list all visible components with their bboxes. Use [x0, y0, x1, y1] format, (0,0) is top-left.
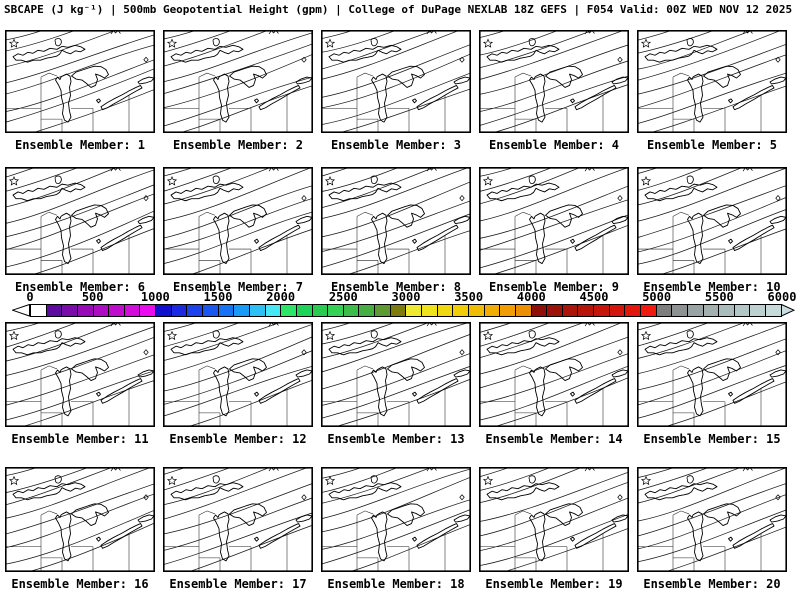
ensemble-member-label: Ensemble Member: 3: [330, 138, 462, 152]
colorbar-right-arrow-icon: [781, 304, 795, 317]
colorbar-cell: [672, 305, 688, 316]
colorbar-cell: [172, 305, 188, 316]
ensemble-member-label: Ensemble Member: 18: [327, 577, 465, 591]
panel-row-1: [5, 30, 787, 152]
colorbar-cell: [250, 305, 266, 316]
state-borders: [479, 73, 603, 133]
ensemble-panel: [5, 167, 155, 294]
ensemble-map: [321, 322, 471, 427]
lake-nipigon-outline: [687, 176, 693, 184]
ensemble-map: [479, 467, 629, 572]
location-star-icon: [642, 477, 650, 485]
location-star-icon: [484, 39, 492, 47]
lake-nipigon-outline: [371, 331, 377, 338]
height-contours: [5, 322, 155, 427]
height-contours: [479, 30, 629, 133]
height-contours: [479, 322, 629, 427]
ensemble-member-label: Ensemble Member: 4: [488, 138, 620, 152]
ensemble-map: [5, 322, 155, 427]
ensemble-member-label: Ensemble Member: 19: [485, 577, 623, 591]
great-lakes-outline: [645, 45, 786, 122]
height-contours: [321, 30, 471, 133]
colorbar-cell: [500, 305, 516, 316]
lake-nipigon-outline: [371, 39, 377, 46]
colorbar-cell: [657, 305, 673, 316]
colorbar-cell: [94, 305, 110, 316]
state-borders: [479, 212, 603, 275]
panel-border: [6, 323, 154, 426]
colorbar-cell: [187, 305, 203, 316]
ensemble-panel: [637, 167, 787, 294]
colorbar-cell: [704, 305, 720, 316]
panel-border: [6, 31, 154, 132]
location-star-icon: [10, 477, 18, 485]
state-borders: [163, 212, 287, 275]
panel-row-3: [5, 322, 787, 446]
colorbar-cell: [31, 305, 47, 316]
great-lakes-outline: [171, 483, 312, 561]
colorbar-cell: [344, 305, 360, 316]
location-star-icon: [642, 39, 650, 47]
colorbar-cells: [30, 304, 782, 317]
small-lake-diamond: [618, 350, 622, 355]
ensemble-map: [163, 30, 313, 133]
page-title: SBCAPE (J kg⁻¹) | 500mb Geopotential Height (gpm) | College of DuPage NEXLAB 18Z GEFS | F054 Valid: 00Z WED NOV 12 2025: [4, 3, 793, 16]
ensemble-panel: [637, 322, 787, 446]
colorbar-cell: [719, 305, 735, 316]
colorbar-cell: [140, 305, 156, 316]
location-star-icon: [484, 477, 492, 485]
state-borders: [163, 366, 287, 427]
colorbar-tick-label: 4000: [516, 290, 546, 304]
ensemble-member-label: Ensemble Member: 5: [646, 138, 778, 152]
location-star-icon: [484, 177, 492, 185]
small-lake-diamond: [144, 57, 148, 62]
ensemble-map: [637, 467, 787, 572]
colorbar-cell: [516, 305, 532, 316]
state-borders: [479, 511, 603, 572]
panel-border: [480, 168, 628, 274]
small-lake-diamond: [460, 350, 464, 355]
colorbar-cell: [594, 305, 610, 316]
colorbar-tick-label: 5000: [642, 290, 672, 304]
colorbar-cell: [422, 305, 438, 316]
ensemble-panel: [637, 467, 787, 591]
colorbar-cell: [297, 305, 313, 316]
state-borders: [321, 212, 445, 275]
ensemble-member-label: Ensemble Member: 13: [327, 432, 465, 446]
state-borders: [5, 511, 129, 572]
colorbar-tick-label: 0: [26, 290, 34, 304]
location-star-icon: [326, 477, 334, 485]
height-contours: [321, 322, 471, 427]
lake-nipigon-outline: [687, 476, 693, 483]
panel-border: [164, 323, 312, 426]
state-borders: [5, 73, 129, 133]
great-lakes-outline: [329, 483, 470, 561]
colorbar-tick-label: 2500: [328, 290, 358, 304]
colorbar-cell: [641, 305, 657, 316]
ensemble-map: [637, 30, 787, 133]
lake-nipigon-outline: [687, 39, 693, 46]
lake-nipigon-outline: [529, 331, 535, 338]
panel-border: [322, 468, 470, 571]
ensemble-member-label: Ensemble Member: 2: [172, 138, 304, 152]
small-lake-diamond: [144, 350, 148, 355]
ensemble-member-label: Ensemble Member: 14: [485, 432, 623, 446]
great-lakes-outline: [171, 183, 312, 263]
ensemble-panel: [5, 322, 155, 446]
ensemble-panel: [163, 467, 313, 591]
small-lake-diamond: [302, 196, 306, 201]
location-star-icon: [10, 332, 18, 340]
colorbar-tick-label: 1500: [203, 290, 233, 304]
location-star-icon: [168, 39, 176, 47]
small-lake-diamond: [302, 495, 306, 500]
colorbar-cell: [266, 305, 282, 316]
ensemble-panel: [479, 322, 629, 446]
small-lake-diamond: [618, 196, 622, 201]
colorbar-cell: [391, 305, 407, 316]
lake-nipigon-outline: [55, 39, 61, 46]
colorbar-cell: [328, 305, 344, 316]
ensemble-panel: [163, 30, 313, 152]
lake-nipigon-outline: [687, 331, 693, 338]
ensemble-map: [321, 167, 471, 275]
ensemble-panel: [5, 467, 155, 591]
state-borders: [637, 366, 761, 427]
lake-nipigon-outline: [529, 176, 535, 184]
great-lakes-outline: [13, 483, 154, 561]
ensemble-map: [479, 167, 629, 275]
location-star-icon: [642, 332, 650, 340]
ensemble-map: [321, 30, 471, 133]
height-contours: [5, 167, 155, 275]
height-contours: [321, 467, 471, 572]
colorbar-cell: [313, 305, 329, 316]
height-contours: [479, 467, 629, 572]
location-star-icon: [642, 177, 650, 185]
ensemble-map: [479, 322, 629, 427]
great-lakes-outline: [329, 183, 470, 263]
colorbar-tick-label: 2000: [266, 290, 296, 304]
great-lakes-outline: [329, 338, 470, 416]
panel-border: [322, 168, 470, 274]
colorbar-cell: [766, 305, 781, 316]
ensemble-panel: [321, 467, 471, 591]
panel-row-4: [5, 467, 787, 591]
colorbar-cell: [109, 305, 125, 316]
location-star-icon: [326, 177, 334, 185]
height-contours: [163, 467, 313, 572]
colorbar-cell: [125, 305, 141, 316]
ensemble-panel: [321, 167, 471, 294]
height-contours: [321, 167, 471, 275]
location-star-icon: [10, 177, 18, 185]
height-contours: [479, 167, 629, 275]
location-star-icon: [10, 39, 18, 47]
ensemble-member-label: Ensemble Member: 9: [488, 280, 620, 294]
small-lake-diamond: [618, 495, 622, 500]
ensemble-member-label: Ensemble Member: 15: [643, 432, 781, 446]
location-star-icon: [168, 477, 176, 485]
ensemble-member-label: Ensemble Member: 11: [11, 432, 149, 446]
location-star-icon: [168, 332, 176, 340]
ensemble-map: [163, 167, 313, 275]
colorbar-cell: [359, 305, 375, 316]
colorbar-tick-label: 500: [81, 290, 104, 304]
panel-border: [480, 31, 628, 132]
colorbar-cell: [406, 305, 422, 316]
great-lakes-outline: [487, 483, 628, 561]
small-lake-diamond: [618, 57, 622, 62]
ensemble-panel: [321, 322, 471, 446]
ensemble-panel: [163, 322, 313, 446]
ensemble-panel: [479, 30, 629, 152]
lake-nipigon-outline: [529, 476, 535, 483]
ensemble-panel: [479, 467, 629, 591]
colorbar-cell: [78, 305, 94, 316]
location-star-icon: [168, 177, 176, 185]
colorbar-cell: [578, 305, 594, 316]
ensemble-member-label: Ensemble Member: 17: [169, 577, 307, 591]
great-lakes-outline: [13, 338, 154, 416]
state-borders: [5, 212, 129, 275]
location-star-icon: [326, 39, 334, 47]
colorbar-tick-label: 6000: [767, 290, 797, 304]
ensemble-panel: [321, 30, 471, 152]
ensemble-panel: [479, 167, 629, 294]
ensemble-member-label: Ensemble Member: 10: [643, 280, 781, 294]
height-contours: [637, 30, 787, 133]
height-contours: [163, 167, 313, 275]
colorbar-cell: [219, 305, 235, 316]
small-lake-diamond: [460, 495, 464, 500]
colorbar-cell: [156, 305, 172, 316]
height-contours: [5, 467, 155, 572]
lake-nipigon-outline: [55, 476, 61, 483]
panel-border: [164, 31, 312, 132]
state-borders: [479, 366, 603, 427]
state-borders: [321, 511, 445, 572]
ensemble-map: [5, 467, 155, 572]
great-lakes-outline: [329, 45, 470, 122]
great-lakes-outline: [13, 45, 154, 122]
state-borders: [163, 511, 287, 572]
great-lakes-outline: [487, 338, 628, 416]
ensemble-map: [479, 30, 629, 133]
ensemble-panel: [163, 167, 313, 294]
state-borders: [321, 73, 445, 133]
state-borders: [5, 366, 129, 427]
colorbar-cell: [688, 305, 704, 316]
ensemble-panel: [637, 30, 787, 152]
great-lakes-outline: [13, 183, 154, 263]
ensemble-map: [321, 467, 471, 572]
height-contours: [637, 322, 787, 427]
colorbar-tick-label: 5500: [704, 290, 734, 304]
colorbar-cell: [563, 305, 579, 316]
height-contours: [163, 322, 313, 427]
colorbar-cell: [547, 305, 563, 316]
colorbar-cell: [234, 305, 250, 316]
ensemble-map: [163, 467, 313, 572]
location-star-icon: [326, 332, 334, 340]
lake-nipigon-outline: [55, 331, 61, 338]
ensemble-panel: [5, 30, 155, 152]
colorbar-tick-label: 1000: [140, 290, 170, 304]
colorbar-cell: [610, 305, 626, 316]
colorbar-cell: [62, 305, 78, 316]
colorbar-cell: [438, 305, 454, 316]
ensemble-member-label: Ensemble Member: 12: [169, 432, 307, 446]
ensemble-member-label: Ensemble Member: 8: [330, 280, 462, 294]
ensemble-member-label: Ensemble Member: 1: [14, 138, 146, 152]
ensemble-member-label: Ensemble Member: 7: [172, 280, 304, 294]
panel-row-2: [5, 167, 787, 294]
ensemble-map: [163, 322, 313, 427]
lake-nipigon-outline: [55, 176, 61, 184]
colorbar-tick-label: 3500: [454, 290, 484, 304]
state-borders: [637, 511, 761, 572]
colorbar-cell: [453, 305, 469, 316]
colorbar-cell: [532, 305, 548, 316]
lake-nipigon-outline: [213, 476, 219, 483]
ensemble-map: [5, 30, 155, 133]
colorbar-tick-label: 4500: [579, 290, 609, 304]
state-borders: [637, 212, 761, 275]
height-contours: [637, 467, 787, 572]
ensemble-member-label: Ensemble Member: 6: [14, 280, 146, 294]
colorbar-cell: [469, 305, 485, 316]
lake-nipigon-outline: [213, 176, 219, 184]
colorbar-cell: [375, 305, 391, 316]
ensemble-map: [5, 167, 155, 275]
lake-nipigon-outline: [213, 39, 219, 46]
height-contours: [163, 30, 313, 133]
ensemble-map: [637, 322, 787, 427]
small-lake-diamond: [460, 196, 464, 201]
colorbar-cell: [485, 305, 501, 316]
colorbar-tick-label: 3000: [391, 290, 421, 304]
colorbar-cell: [281, 305, 297, 316]
height-contours: [637, 167, 787, 275]
colorbar-left-arrow-icon: [12, 304, 30, 317]
ensemble-member-label: Ensemble Member: 16: [11, 577, 149, 591]
colorbar-cell: [203, 305, 219, 316]
colorbar-cell: [750, 305, 766, 316]
colorbar-cell: [735, 305, 751, 316]
ensemble-map: [637, 167, 787, 275]
colorbar-cell: [47, 305, 63, 316]
colorbar-cell: [625, 305, 641, 316]
location-star-icon: [484, 332, 492, 340]
height-contours: [5, 30, 155, 133]
ensemble-member-label: Ensemble Member: 20: [643, 577, 781, 591]
